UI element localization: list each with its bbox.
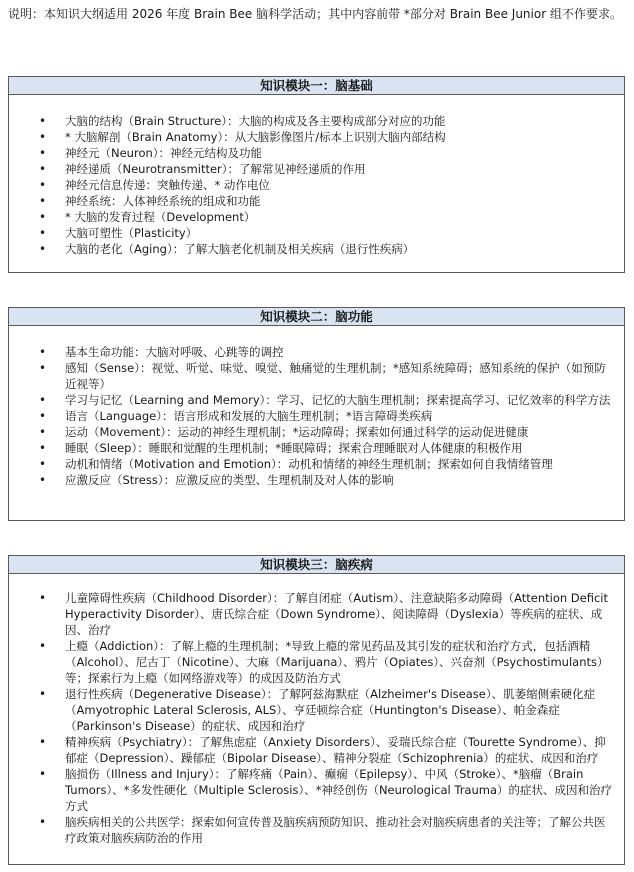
list-item: • 精神疾病（Psychiatry）：了解焦虑症（Anxiety Disorders）、妥瑞氏综合症（Tourette Syndrome）、抑郁症（Depression）、躁郁症（Bipolar Disease）、精神分裂症（Schizophrenia）的症状、成因和治疗: [9, 734, 624, 766]
item-list: [9, 95, 624, 257]
list-item: • 基本生命功能：大脑对呼吸、心跳等的调控: [9, 344, 624, 360]
module-brain-basics: [8, 76, 625, 273]
module-brain-disease: [8, 555, 625, 865]
list-item: • 上瘾（Addiction）：了解上瘾的生理机制；*导致上瘾的常见药品及其引发的症状和治疗方式，包括酒精（Alcohol）、尼古丁（Nicotine）、大麻（Marijuana）、鸦片（Opiates）、兴奋剂（Psychostimulants）等；探索行为上瘾（如网络游戏等）的成因及防治方式: [9, 638, 624, 686]
item-list: [9, 574, 624, 846]
intro-note: 说明：本知识大纲适用 2026 年度 Brain Bee 脑科学活动；其中内容前带 *部分对 Brain Bee Junior 组不作要求。: [8, 7, 622, 21]
list-item: • 睡眠（Sleep）：睡眠和觉醒的生理机制；*睡眠障碍；探索合理睡眠对人体健康的积极作用: [9, 440, 624, 456]
list-item: • 神经系统：人体神经系统的组成和功能: [9, 193, 624, 209]
list-item: • 神经递质（Neurotransmitter）：了解常见神经递质的作用: [9, 161, 624, 177]
list-item: • 动机和情绪（Motivation and Emotion）：动机和情绪的神经生理机制；探索如何自我情绪管理: [9, 456, 624, 472]
list-item: • 运动（Movement）：运动的神经生理机制；*运动障碍；探索如何通过科学的运动促进健康: [9, 424, 624, 440]
list-item: • 语言（Language）：语言形成和发展的大脑生理机制；*语言障碍类疾病: [9, 408, 624, 424]
list-item: • 学习与记忆（Learning and Memory）：学习、记忆的大脑生理机制；探索提高学习、记忆效率的科学方法: [9, 392, 624, 408]
list-item: • 神经元（Neuron）：神经元结构及功能: [9, 145, 624, 161]
module-brain-function: [8, 307, 625, 521]
list-item: • 脑损伤（Illness and Injury）：了解疼痛（Pain）、癫痫（Epilepsy）、中风（Stroke）、*脑瘤（Brain Tumors）、*多发性硬化（Multiple Sclerosis）、*神经创伤（Neurological Trauma）的症状、成因和治疗方式: [9, 766, 624, 814]
list-item: • 退行性疾病（Degenerative Disease）：了解阿兹海默症（Alzheimer's Disease）、肌萎缩侧索硬化症（Amyotrophic Lateral Sclerosis, ALS）、亨廷顿综合症（Huntington's Disease）、帕金森症（Parkinson's Disease）的症状、成因和治疗: [9, 686, 624, 734]
list-item: • * 大脑解剖（Brain Anatomy）：从大脑影像图片/标本上识别大脑内部结构: [9, 129, 624, 145]
list-item: • * 大脑的发育过程（Development）: [9, 209, 624, 225]
list-item: • 脑疾病相关的公共医学：探索如何宣传普及脑疾病预防知识、推动社会对脑疾病患者的关注等；了解公共医疗政策对脑疾病防治的作用: [9, 814, 624, 846]
item-list: [9, 326, 624, 488]
list-item: • 应激反应（Stress）：应激反应的类型、生理机制及对人体的影响: [9, 472, 624, 488]
list-item: • 大脑可塑性（Plasticity）: [9, 225, 624, 241]
list-item: • 儿童障碍性疾病（Childhood Disorder）：了解自闭症（Autism）、注意缺陷多动障碍（Attention Deficit Hyperactivity Disorder）、唐氏综合症（Down Syndrome）、阅读障碍（Dyslexia）等疾病的症状、成因、治疗: [9, 590, 624, 638]
module-title: 知识模块二：脑功能: [9, 308, 624, 326]
list-item: • 大脑的结构（Brain Structure）：大脑的构成及各主要构成部分对应的功能: [9, 113, 624, 129]
module-title: 知识模块一：脑基础: [9, 77, 624, 95]
module-title: 知识模块三：脑疾病: [9, 556, 624, 574]
list-item: • 感知（Sense）：视觉、听觉、味觉、嗅觉、触痛觉的生理机制；*感知系统障碍；感知系统的保护（如预防近视等）: [9, 360, 624, 392]
list-item: • 大脑的老化（Aging）：了解大脑老化机制及相关疾病（退行性疾病）: [9, 241, 624, 257]
list-item: • 神经元信息传递：突触传递、* 动作电位: [9, 177, 624, 193]
